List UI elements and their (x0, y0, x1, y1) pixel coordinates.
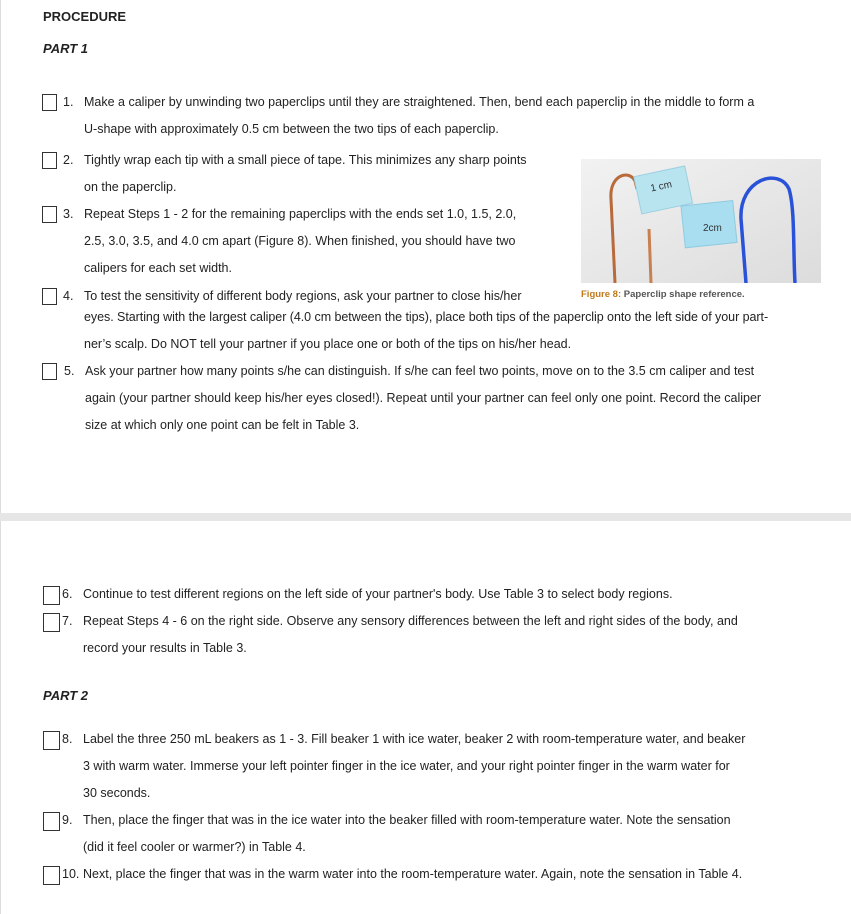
step-line: record your results in Table 3. (83, 641, 247, 655)
tape-label-1cm: 1 cm (649, 179, 674, 195)
step-line: U-shape with approximately 0.5 cm between the two tips of each paperclip. (84, 122, 499, 136)
step-2-checkbox[interactable] (42, 152, 57, 169)
step-number: 4. (63, 289, 74, 303)
paperclip-illustration (581, 159, 821, 283)
caption-label: Figure 8: (581, 289, 622, 300)
step-number: 6. (62, 587, 73, 601)
copper-paperclip-leg (649, 229, 651, 283)
procedure-heading: PROCEDURE (43, 9, 127, 24)
step-line: (did it feel cooler or warmer?) in Table 4. (83, 840, 306, 854)
step-number: 9. (62, 813, 73, 827)
step-7-checkbox[interactable] (43, 613, 60, 632)
step-line: eyes. Starting with the largest caliper (4.0 cm between the tips), place both tips of the paperclip onto the left side of your part- (84, 310, 769, 324)
tape-label-2cm: 2cm (703, 223, 722, 234)
step-4-checkbox[interactable] (42, 288, 57, 305)
step-number: 5. (64, 364, 75, 378)
part2-heading: PART 2 (43, 688, 89, 703)
step-line: Make a caliper by unwinding two paperclips until they are straightened. Then, bend each paperclip in the middle to form a (84, 95, 755, 109)
step-number: 8. (62, 732, 73, 746)
caption-text: Paperclip shape reference. (623, 289, 745, 300)
step-number: 1. (63, 95, 74, 109)
step-line: Next, place the finger that was in the warm water into the room-temperature water. Again, note the sensation in Table 4. (83, 867, 743, 881)
step-line: Then, place the finger that was in the ice water into the beaker filled with room-temperature water. Note the sensation (83, 813, 731, 827)
step-9-checkbox[interactable] (43, 812, 60, 831)
page-separator (0, 513, 851, 521)
step-line: To test the sensitivity of different body regions, ask your partner to close his/her (84, 289, 522, 303)
step-8-checkbox[interactable] (43, 731, 60, 750)
step-line: Repeat Steps 4 - 6 on the right side. Observe any sensory differences between the left and right sides of the body, and (83, 614, 738, 628)
step-number: 2. (63, 153, 74, 167)
step-3-checkbox[interactable] (42, 206, 57, 223)
step-line: ner’s scalp. Do NOT tell your partner if you place one or both of the tips on his/her head. (84, 337, 572, 351)
step-5-checkbox[interactable] (42, 363, 57, 380)
step-line: size at which only one point can be felt in Table 3. (85, 418, 360, 432)
paperclip-figure (581, 159, 821, 283)
step-line: 30 seconds. (83, 786, 151, 800)
step-number: 3. (63, 207, 74, 221)
part1-heading: PART 1 (43, 41, 89, 56)
step-line: Ask your partner how many points s/he can distinguish. If s/he can feel two points, move on to the 3.5 cm caliper and test (85, 364, 755, 378)
step-line: calipers for each set width. (84, 261, 232, 275)
step-line: Continue to test different regions on the left side of your partner's body. Use Table 3 to select body regions. (83, 587, 673, 601)
step-line: Tightly wrap each tip with a small piece of tape. This minimizes any sharp points (84, 153, 527, 167)
step-number: 10. (62, 867, 80, 881)
step-6-checkbox[interactable] (43, 586, 60, 605)
page-two (0, 521, 851, 914)
step-line: 2.5, 3.0, 3.5, and 4.0 cm apart (Figure 8). When finished, you should have two (84, 234, 516, 248)
step-line: Repeat Steps 1 - 2 for the remaining paperclips with the ends set 1.0, 1.5, 2.0, (84, 207, 517, 221)
step-line: Label the three 250 mL beakers as 1 - 3. Fill beaker 1 with ice water, beaker 2 with room-temperature water, and beaker (83, 732, 746, 746)
step-number: 7. (62, 614, 73, 628)
step-1-checkbox[interactable] (42, 94, 57, 111)
step-line: on the paperclip. (84, 180, 177, 194)
step-10-checkbox[interactable] (43, 866, 60, 885)
step-line: 3 with warm water. Immerse your left pointer finger in the ice water, and your right pointer finger in the warm water for (83, 759, 730, 773)
figure-caption (581, 289, 745, 300)
step-line: again (your partner should keep his/her eyes closed!). Repeat until your partner can feel only one point. Record the caliper (85, 391, 762, 405)
